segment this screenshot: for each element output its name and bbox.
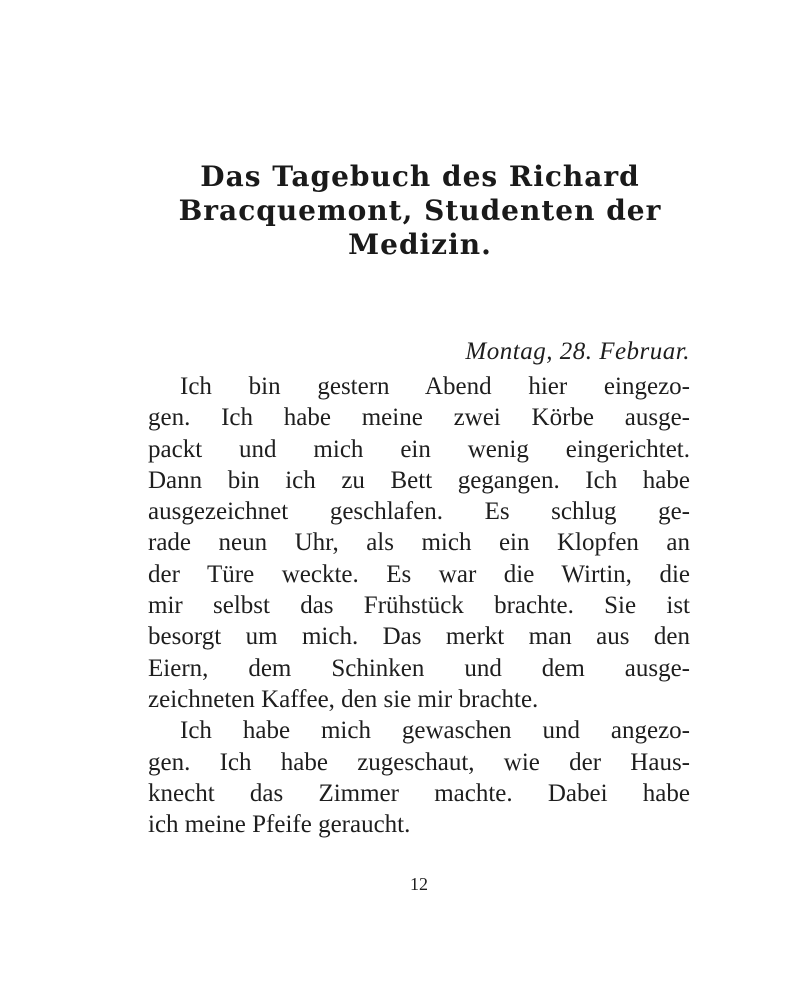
title-line: Das Tagebuch des Richard xyxy=(200,160,640,193)
chapter-title xyxy=(140,160,700,262)
text-line: Ich bin gestern Abend hier eingezo- xyxy=(180,373,690,400)
text-line: knecht das Zimmer machte. Dabei habe xyxy=(148,779,690,807)
text-line: gen. Ich habe meine zwei Körbe ausge- xyxy=(148,404,690,432)
text-line: zeichneten Kaffee, den sie mir brachte. xyxy=(148,685,539,713)
text-line: ausgezeichnet geschlafen. Es schlug ge- xyxy=(148,498,690,526)
entry-date: Montag, 28. Februar. xyxy=(465,338,690,365)
text-line: packt und mich ein wenig eingerichtet. xyxy=(148,435,690,463)
paragraph xyxy=(148,715,690,840)
page-number: 12 xyxy=(410,874,428,894)
text-line: Dann bin ich zu Bett gegangen. Ich habe xyxy=(148,466,690,494)
text-line: rade neun Uhr, als mich ein Klopfen an xyxy=(148,529,690,557)
title-line: Medizin. xyxy=(348,228,492,261)
text-line: gen. Ich habe zugeschaut, wie der Haus- xyxy=(148,748,690,776)
text-line: der Türe weckte. Es war die Wirtin, die xyxy=(148,560,690,588)
text-line: ich meine Pfeife geraucht. xyxy=(148,811,411,839)
text-line: Eiern, dem Schinken und dem ausge- xyxy=(148,654,690,682)
text-line: Ich habe mich gewaschen und angezo- xyxy=(180,717,690,745)
text-line: besorgt um mich. Das merkt man aus den xyxy=(148,623,690,651)
text-line: mir selbst das Frühstück brachte. Sie ist xyxy=(148,592,690,620)
diary-entry xyxy=(148,336,690,840)
title-line: Bracquemont, Studenten der xyxy=(178,194,662,227)
paragraph xyxy=(148,371,690,715)
